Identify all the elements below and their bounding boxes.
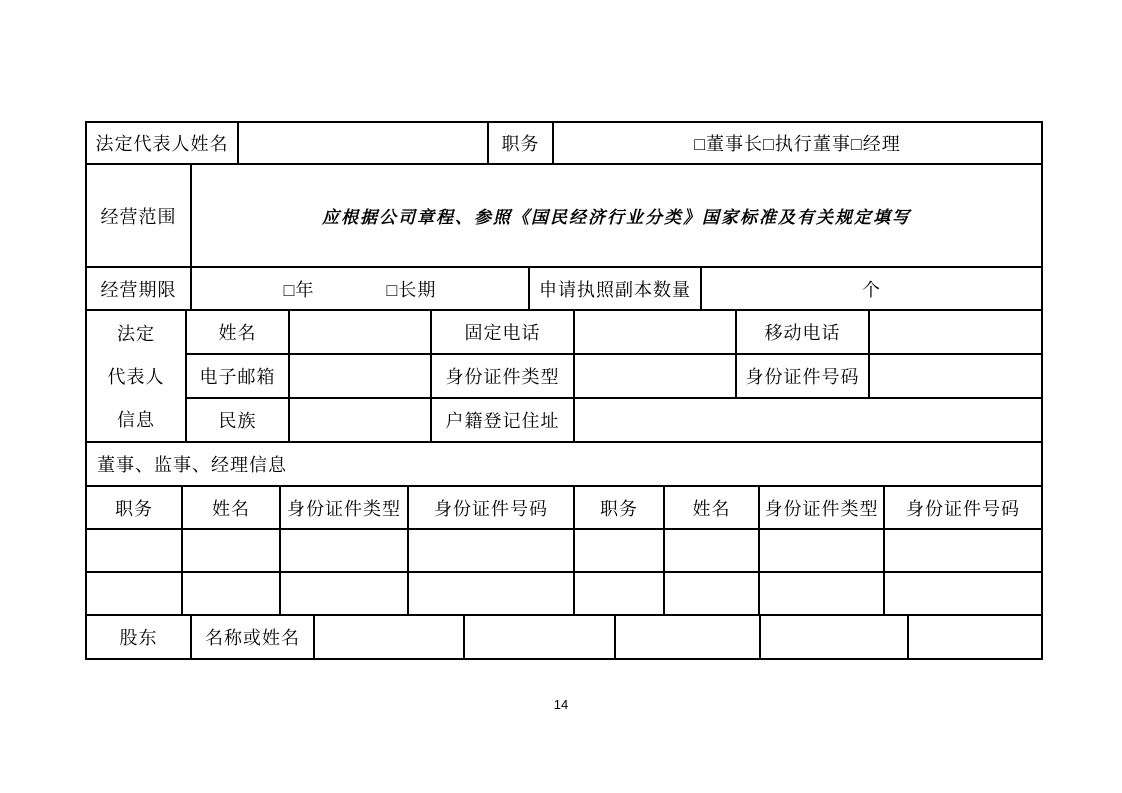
director-input-cell[interactable] xyxy=(575,573,665,616)
id-number-label: 身份证件号码 xyxy=(737,355,870,399)
row-business-term xyxy=(87,268,1043,311)
shareholder-input-cell[interactable] xyxy=(761,616,909,660)
fixed-phone-input-cell[interactable] xyxy=(575,311,737,355)
directors-col-header-position: 职务 xyxy=(575,487,665,530)
mobile-phone-label: 移动电话 xyxy=(737,311,870,355)
directors-empty-row xyxy=(87,573,1043,616)
director-input-cell[interactable] xyxy=(409,530,575,573)
rep-row-email-id xyxy=(187,355,1043,399)
director-input-cell[interactable] xyxy=(409,573,575,616)
row-shareholders xyxy=(87,616,1043,660)
id-type-label: 身份证件类型 xyxy=(432,355,575,399)
license-copies-label: 申请执照副本数量 xyxy=(530,268,702,311)
row-directors-title xyxy=(87,443,1043,487)
license-copies-unit-cell: 个 xyxy=(702,268,1043,311)
rep-row-name-phones xyxy=(187,311,1043,355)
shareholder-name-label: 名称或姓名 xyxy=(192,616,315,660)
directors-section-title: 董事、监事、经理信息 xyxy=(87,443,1043,487)
position-label: 职务 xyxy=(489,123,554,165)
legal-rep-name-input-cell[interactable] xyxy=(239,123,489,165)
directors-col-header-id-type: 身份证件类型 xyxy=(281,487,409,530)
directors-col-header-position: 职务 xyxy=(87,487,183,530)
row-directors-headers xyxy=(87,487,1043,530)
term-longterm-checkbox-option: □长期 xyxy=(386,279,437,300)
director-input-cell[interactable] xyxy=(665,530,760,573)
term-year-checkbox-option: □年 xyxy=(283,279,315,300)
director-input-cell[interactable] xyxy=(183,573,281,616)
row-legal-rep-name xyxy=(87,123,1043,165)
director-input-cell[interactable] xyxy=(575,530,665,573)
ethnicity-input-cell[interactable] xyxy=(290,399,432,443)
director-input-cell[interactable] xyxy=(281,573,409,616)
director-input-cell[interactable] xyxy=(665,573,760,616)
registration-form-table xyxy=(85,121,1043,660)
row-business-scope xyxy=(87,165,1043,268)
directors-empty-row xyxy=(87,530,1043,573)
director-input-cell[interactable] xyxy=(885,573,1043,616)
business-scope-hint: 应根据公司章程、参照《国民经济行业分类》国家标准及有关规定填写 xyxy=(192,165,1043,268)
rep-name-input-cell[interactable] xyxy=(290,311,432,355)
page-number: 14 xyxy=(553,697,569,712)
director-input-cell[interactable] xyxy=(183,530,281,573)
id-type-input-cell[interactable] xyxy=(575,355,737,399)
directors-col-header-id-number: 身份证件号码 xyxy=(885,487,1043,530)
business-scope-label: 经营范围 xyxy=(87,165,192,268)
directors-col-header-name: 姓名 xyxy=(183,487,281,530)
fixed-phone-label: 固定电话 xyxy=(432,311,575,355)
id-number-input-cell[interactable] xyxy=(870,355,1043,399)
registered-address-input-cell[interactable] xyxy=(575,399,1043,443)
director-input-cell[interactable] xyxy=(760,530,885,573)
business-term-options xyxy=(192,268,530,311)
mobile-phone-input-cell[interactable] xyxy=(870,311,1043,355)
rep-name-label: 姓名 xyxy=(187,311,290,355)
email-input-cell[interactable] xyxy=(290,355,432,399)
position-options: □董事长□执行董事□经理 xyxy=(554,123,1043,165)
legal-rep-name-label: 法定代表人姓名 xyxy=(87,123,239,165)
director-input-cell[interactable] xyxy=(87,573,183,616)
business-term-label: 经营期限 xyxy=(87,268,192,311)
rep-row-ethnicity-address xyxy=(187,399,1043,443)
directors-col-header-id-number: 身份证件号码 xyxy=(409,487,575,530)
director-input-cell[interactable] xyxy=(87,530,183,573)
section-legal-rep-info xyxy=(87,311,1043,443)
director-input-cell[interactable] xyxy=(760,573,885,616)
shareholder-input-cell[interactable] xyxy=(465,616,616,660)
directors-col-header-id-type: 身份证件类型 xyxy=(760,487,885,530)
shareholder-input-cell[interactable] xyxy=(315,616,465,660)
shareholders-label: 股东 xyxy=(87,616,192,660)
shareholder-input-cell[interactable] xyxy=(909,616,1043,660)
legal-rep-info-header xyxy=(87,311,187,443)
directors-col-header-name: 姓名 xyxy=(665,487,760,530)
registered-address-label: 户籍登记住址 xyxy=(432,399,575,443)
email-label: 电子邮箱 xyxy=(187,355,290,399)
shareholder-input-cell[interactable] xyxy=(616,616,761,660)
director-input-cell[interactable] xyxy=(281,530,409,573)
ethnicity-label: 民族 xyxy=(187,399,290,443)
rep-header-line: 法定 xyxy=(117,323,155,344)
director-input-cell[interactable] xyxy=(885,530,1043,573)
rep-header-line: 信息 xyxy=(117,410,155,431)
rep-header-line: 代表人 xyxy=(107,366,165,387)
